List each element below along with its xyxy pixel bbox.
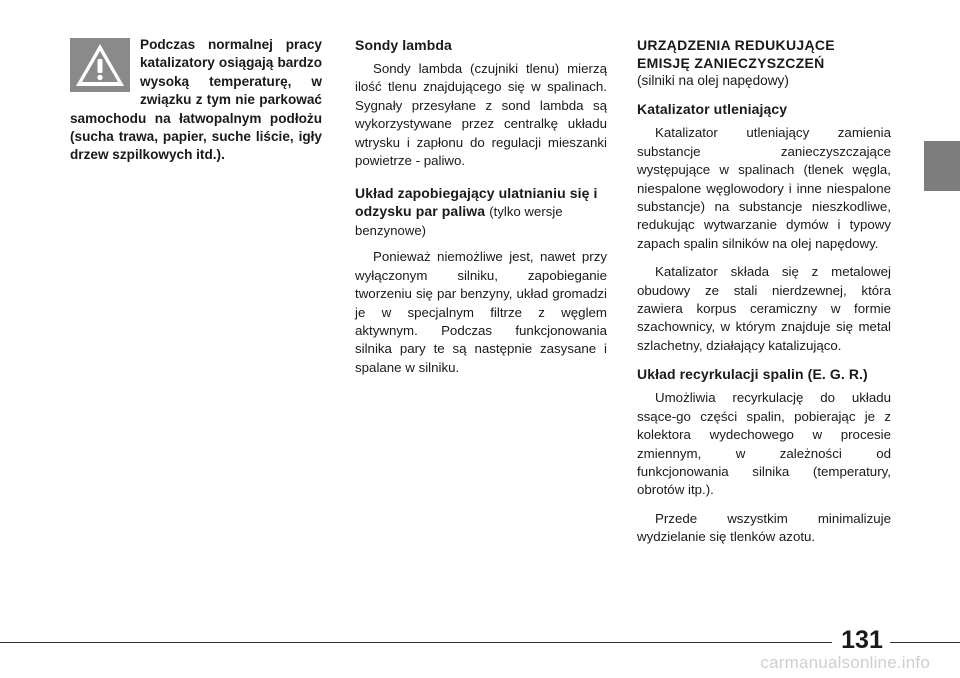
page-number: 131 xyxy=(841,626,883,654)
warning-text: Podczas normalnej pracy katalizatory osiągają bardzo wysoką temperaturę, w związku z tym nie parkować samochodu na łatwopalnym podłożu (sucha trawa, papier, suche liście, igły drzew szpilkowych itd.). xyxy=(70,37,322,163)
lambda-column xyxy=(355,36,607,387)
paragraph-egr-1: Umożliwia recyrkulację do układu ssące-go części spalin, pobierając je z kolektora wydechowego w procesie zmiennym, w zależności od funkcjonowania silnika (temperatury, obrotów itp.). xyxy=(637,390,891,498)
heading-evap-system xyxy=(355,184,607,240)
warning-block xyxy=(70,36,322,165)
heading-egr: Układ recyrkulacji spalin (E. G. R.) xyxy=(637,366,868,383)
footer-rule-right xyxy=(890,642,960,643)
paragraph-lambda-sensors: Sondy lambda (czujniki tlenu) mierzą ilość tlenu znajdującego się w spalinach. Sygnały przesyłane z sond lambda są wykorzystywane przez centralkę układu wtrysku i zapłonu do regulacji mieszanki powietrze - paliwo. xyxy=(355,61,607,169)
heading-evap-title: Układ zapobiegający ulatnianiu się i odzysku par paliwa xyxy=(355,185,598,220)
emission-column xyxy=(637,36,891,557)
warning-column xyxy=(70,36,322,165)
heading-evap-note: (tylko wersje benzynowe) xyxy=(355,204,563,239)
heading-emission-note: (silniki na olej napędowy) xyxy=(637,73,789,88)
section-tab xyxy=(924,141,960,191)
paragraph-oxidation-catalyst-1: Katalizator utleniający zamienia substancje zanieczyszczające występujące w spalinach (tlenek węgla, niespalone węglowodory i inne niespalone substancje) na substancje nieszkodliwe, redukując wytwarzanie dymów i typowy zapach spalin silników na olej napędowy. xyxy=(637,125,891,251)
paragraph-oxidation-catalyst-2: Katalizator składa się z metalowej obudowy ze stali nierdzewnej, która zawiera korpus ceramiczny w formie szachownicy, w którym znajduje się metal szlachetny, działający katalizująco. xyxy=(637,264,891,353)
warning-triangle-icon xyxy=(70,38,130,92)
heading-lambda-sensors: Sondy lambda xyxy=(355,37,452,53)
paragraph-egr-2: Przede wszystkim minimalizuje wydzielanie się tlenków azotu. xyxy=(637,510,891,545)
watermark: carmanualsonline.info xyxy=(760,653,930,672)
paragraph-evap-system: Ponieważ niemożliwe jest, nawet przy wyłączonym silniku, zapobieganie tworzeniu się par benzyny, układ gromadzi je w specjalnym filtrze z węglem aktywnym. Podczas funkcjonowania silnika pary te są następnie zasysane i spalane w silniku. xyxy=(355,249,607,375)
heading-oxidation-catalyst: Katalizator utleniający xyxy=(637,101,788,118)
heading-emission-devices: URZĄDZENIA REDUKUJĄCE EMISJĘ ZANIECZYSZCZEŃ xyxy=(637,37,835,71)
footer-rule-left xyxy=(0,642,832,643)
